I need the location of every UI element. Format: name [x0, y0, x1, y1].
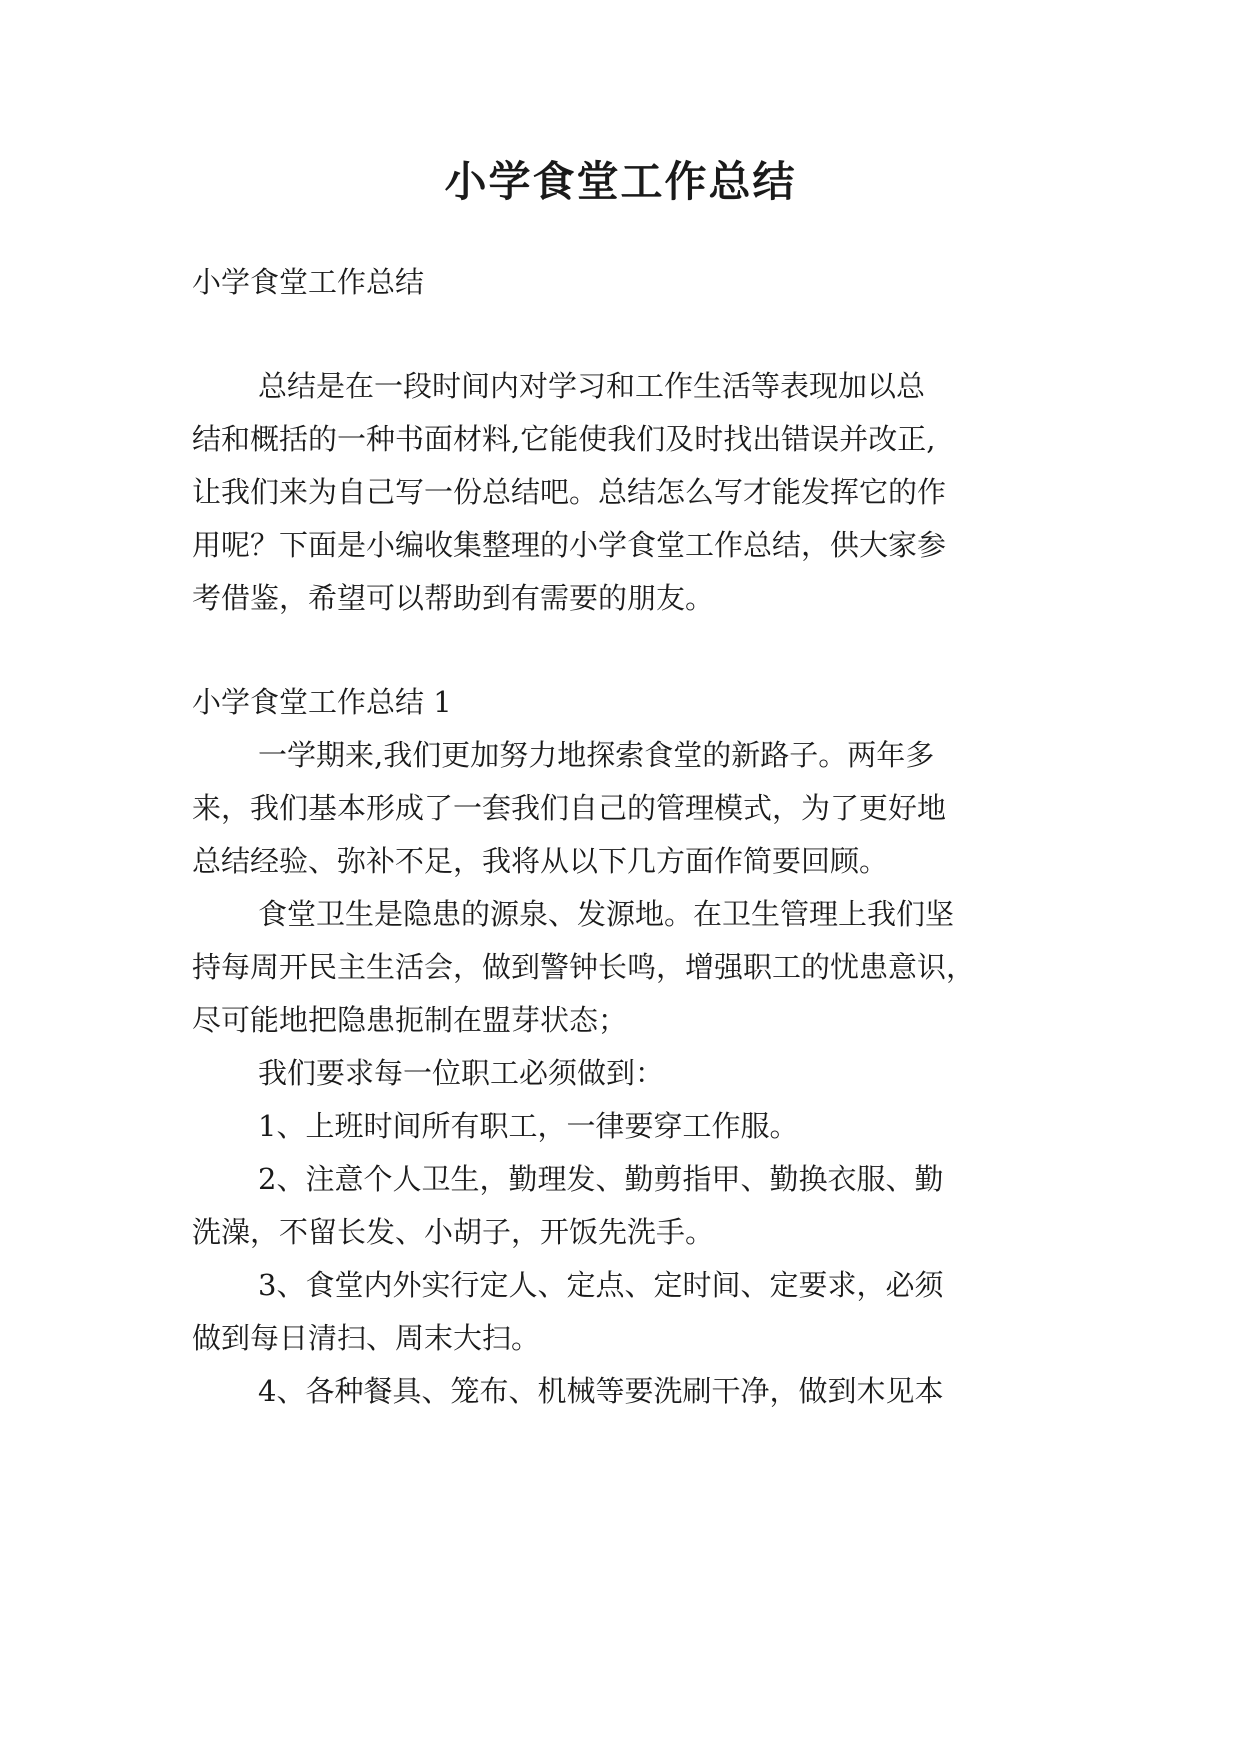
intro-line: 让我们来为自己写一份总结吧。总结怎么写才能发挥它的作 — [192, 475, 947, 509]
section-line: 做到每日清扫、周末大扫。 — [192, 1321, 541, 1355]
section-line: 3、食堂内外实行定人、定点、定时间、定要求，必须 — [258, 1268, 944, 1302]
document-title: 小学食堂工作总结 — [444, 157, 797, 206]
section-line: 尽可能地把隐患扼制在盟芽状态； — [192, 1003, 628, 1037]
section-line: 洗澡，不留长发、小胡子，开饭先洗手。 — [192, 1215, 715, 1249]
document-subtitle: 小学食堂工作总结 — [192, 265, 425, 299]
section-line: 食堂卫生是隐患的源泉、发源地。在卫生管理上我们坚 — [258, 897, 955, 931]
section-line: 2、注意个人卫生，勤理发、勤剪指甲、勤换衣服、勤 — [258, 1162, 944, 1196]
section-line: 1、上班时间所有职工，一律要穿工作服。 — [258, 1109, 799, 1143]
section-line: 总结经验、弥补不足，我将从以下几方面作简要回顾。 — [192, 844, 889, 878]
section-line: 持每周开民主生活会，做到警钟长鸣，增强职工的忧患意识， — [192, 950, 976, 984]
intro-line: 总结是在一段时间内对学习和工作生活等表现加以总 — [258, 369, 926, 403]
intro-line: 用呢？下面是小编收集整理的小学食堂工作总结，供大家参 — [192, 528, 947, 562]
section-line: 4、各种餐具、笼布、机械等要洗刷干净，做到木见本 — [258, 1374, 944, 1408]
intro-line: 考借鉴，希望可以帮助到有需要的朋友。 — [192, 581, 715, 615]
section-heading: 小学食堂工作总结 1 — [192, 685, 452, 719]
intro-line: 结和概括的一种书面材料,它能使我们及时找出错误并改正, — [192, 422, 936, 456]
section-line: 来，我们基本形成了一套我们自己的管理模式，为了更好地 — [192, 791, 947, 825]
section-line: 我们要求每一位职工必须做到： — [258, 1056, 665, 1090]
section-line: 一学期来,我们更加努力地探索食堂的新路子。两年多 — [258, 738, 935, 772]
